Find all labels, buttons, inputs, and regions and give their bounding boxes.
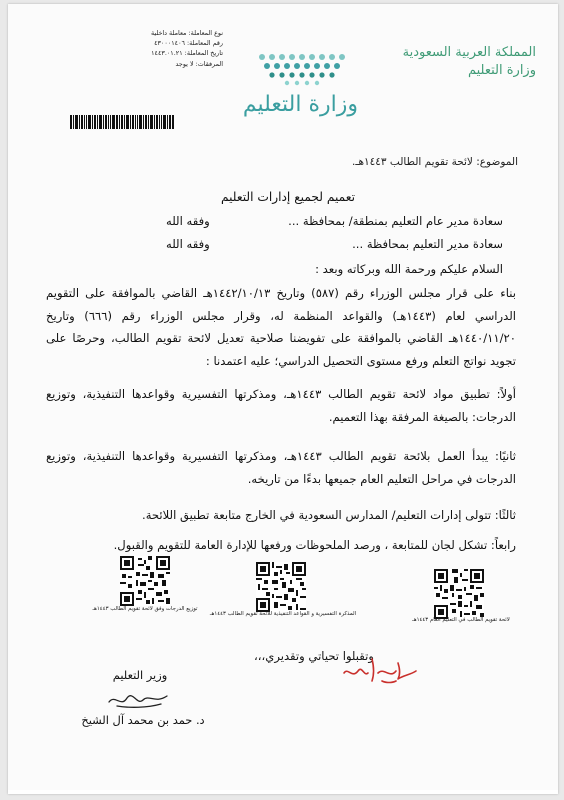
address-line-2-suffix: وفقه الله bbox=[166, 237, 210, 251]
barcode-icon bbox=[70, 115, 174, 129]
letter-heading: تعميم لجميع إدارات التعليم bbox=[221, 190, 355, 204]
ministry-name: وزارة التعليم bbox=[467, 63, 536, 78]
kingdom-name: المملكة العربية السعودية bbox=[402, 45, 536, 60]
meta-type: نوع المعاملة: معاملة داخلية bbox=[150, 29, 223, 37]
transaction-meta bbox=[83, 28, 223, 69]
page-bottom-edge bbox=[8, 790, 558, 794]
letter-subject: الموضوع: لائحة تقويم الطالب ١٤٤٣هـ. bbox=[352, 156, 518, 168]
paragraph-item-2: ثانيًا: يبدأ العمل بلائحة تقويم الطالب ١٤٤٣هـ، ومذكرتها التفسيرية وقواعدها التنفيذية، وتوزيع الدرجات في مراحل التعليم العام جميعها بدءًا من تاريخه. bbox=[46, 449, 516, 486]
meta-number: رقم المعاملة: ٤٣٠٠٠١٤٠٦ bbox=[154, 39, 223, 48]
address-line-2: سعادة مدير التعليم بمحافظة ... bbox=[352, 237, 503, 251]
minister-name: د. حمد بن محمد آل الشيخ bbox=[81, 713, 205, 727]
handwritten-note-icon bbox=[338, 649, 428, 689]
paragraph-item-3: ثالثًا: تتولى إدارات التعليم/ المدارس السعودية في الخارج متابعة تطبيق اللائحة. bbox=[142, 508, 516, 522]
qr-caption-regulations: المذكرة التفسيرية و القواعد التنفيذية للائحة تقويم الطالب ١٤٤٣هـ bbox=[209, 611, 357, 617]
qr-code-grades[interactable] bbox=[120, 556, 170, 606]
greeting: السلام عليكم ورحمة الله وبركاته وبعد : bbox=[315, 262, 503, 276]
address-line-1: سعادة مدير عام التعليم بمنطقة/ بمحافظة ... bbox=[288, 214, 503, 228]
meta-date: تاريخ المعاملة: ١٤٤٣.٠١.٢١ bbox=[151, 49, 223, 58]
document-page bbox=[8, 4, 558, 794]
paragraph-item-4: رابعاً: تشكل لجان للمتابعة ، ورصد الملحوظات ورفعها للإدارة العامة للتقويم والقبول. bbox=[113, 538, 516, 552]
qr-caption-evaluation: لائحة تقويم الطالب في التعليم العام ١٤٤٣هـ bbox=[412, 617, 510, 623]
signature-icon bbox=[103, 688, 173, 712]
qr-code-icon bbox=[434, 569, 484, 619]
qr-code-icon bbox=[256, 562, 306, 612]
paragraph-intro: بناء على قرار مجلس الوزراء رقم (٥٨٧) وتاريخ ١٤٤٢/١٠/١٣هـ القاضي بالموافقة على التقويم الدراسي لعام (١٤٤٣هـ) والقواعد المنظمة له، وقرار مجلس الوزراء رقم (٦٦٦) وتاريخ ١٤٤٠/١١/٢٠هـ القاضي بالموافقة على تفويضنا صلاحية تعديل لائحة تقويم الطالب، وحرصًا على تجويد نواتج التعلم ورفع مستوى التحصيل الدراسي؛ عليه اعتمدنا : bbox=[46, 286, 516, 368]
logo-wordmark: وزارة التعليم bbox=[242, 92, 358, 117]
closing-line: وتقبلوا تحياتي وتقديري،،، bbox=[254, 649, 374, 663]
address-line-1-suffix: وفقه الله bbox=[166, 214, 210, 228]
minister-title: وزير التعليم bbox=[112, 668, 168, 682]
qr-caption-grades: توزيع الدرجات وفق لائحة تقويم الطالب ١٤٤٣هـ bbox=[92, 606, 198, 612]
ministry-logo-icon bbox=[254, 51, 354, 89]
qr-code-regulations[interactable] bbox=[256, 562, 306, 612]
meta-attachments: المرفقات: لا يوجد bbox=[175, 59, 223, 68]
kingdom-header bbox=[386, 44, 536, 80]
qr-code-icon bbox=[120, 556, 170, 606]
qr-code-evaluation[interactable] bbox=[434, 569, 484, 619]
paragraph-item-1: أولاً: تطبيق مواد لائحة تقويم الطالب ١٤٤٣هـ، ومذكرتها التفسيرية وقواعدها التنفيذية، وتوزيع الدرجات: بالصيغة المرفقة بهذا التعميم. bbox=[46, 387, 516, 424]
